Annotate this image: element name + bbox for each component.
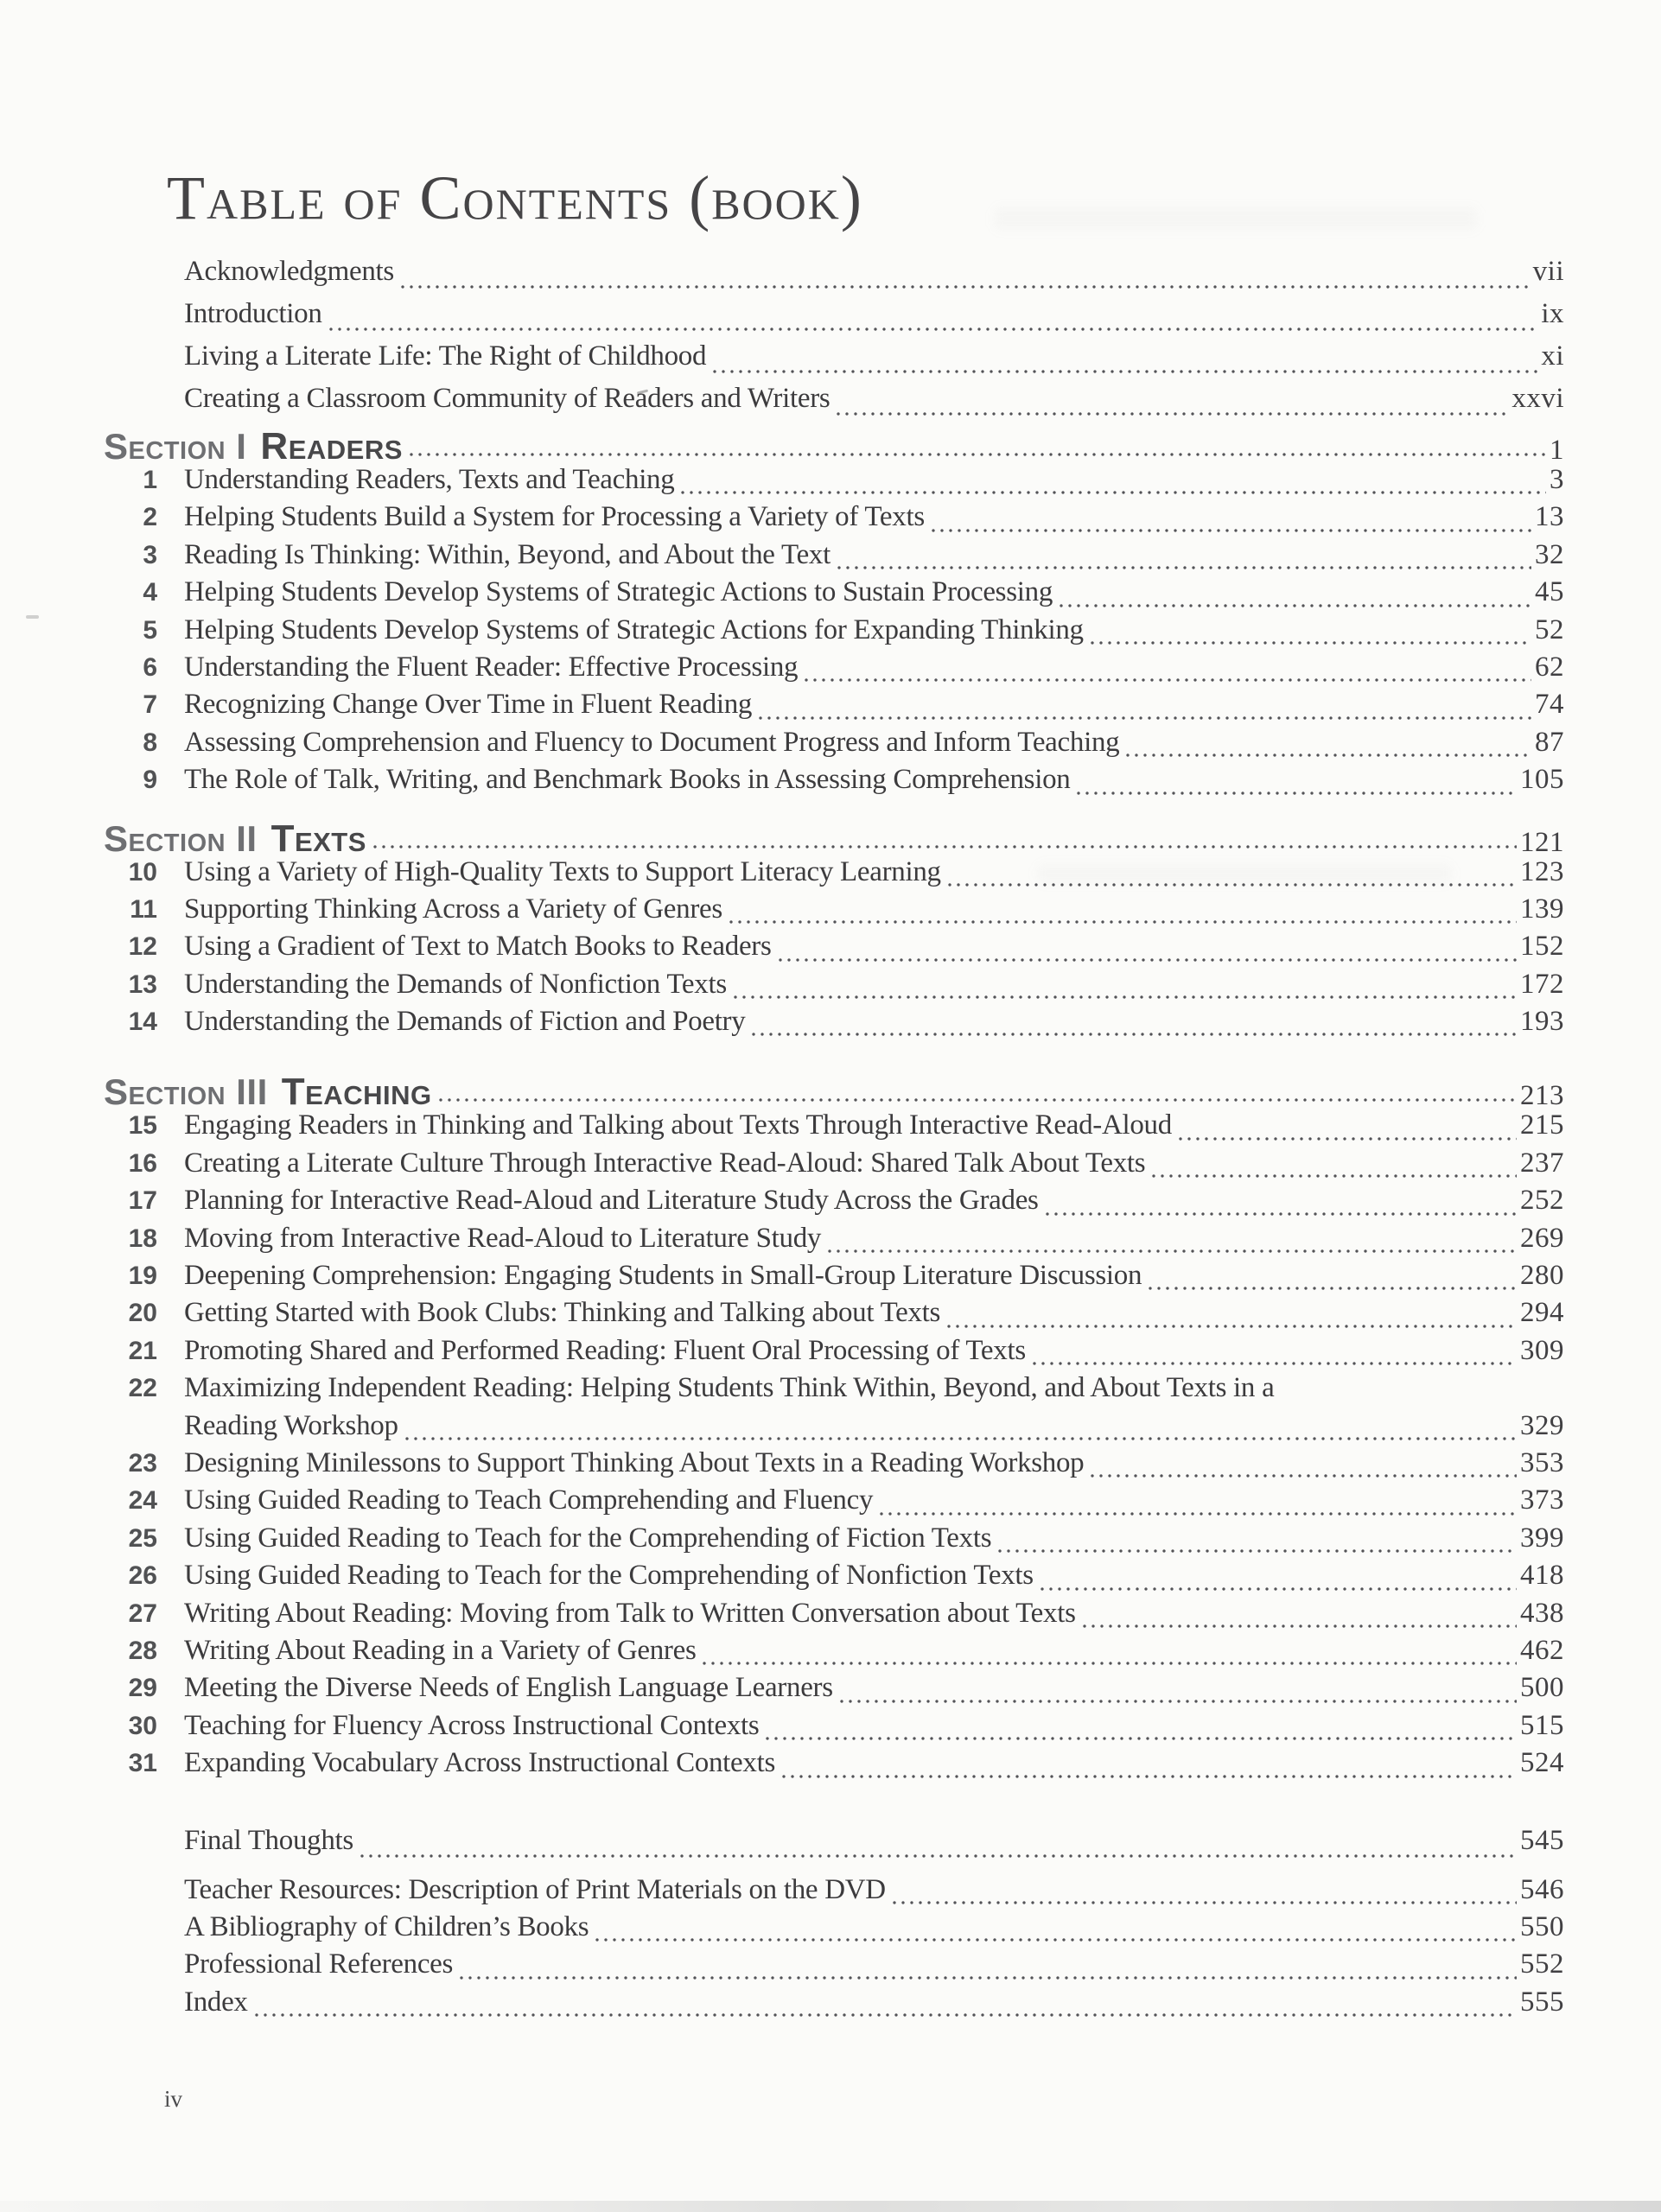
entry-title: Professional References [184,1948,454,1980]
dot-leader [766,1737,1517,1740]
entry-page-number: 123 [1520,855,1564,887]
entry-title: Recognizing Change Over Time in Fluent Reading [184,689,753,721]
entry-page-number: 462 [1520,1634,1564,1666]
entry-page-number: 74 [1535,689,1564,721]
entry-title: Using Guided Reading to Teach for the Comprehending of Nonfiction Texts [184,1560,1034,1592]
chapter-number: 12 [128,932,157,962]
dot-leader [837,412,1508,416]
chapter-number: 1 [143,466,157,494]
entry-page-number: 280 [1520,1260,1564,1292]
entry-page-number: 373 [1520,1484,1564,1516]
chapter-list [104,1109,1564,1784]
chapter-number: 3 [143,540,157,569]
dot-leader [893,1901,1517,1904]
entry-title: The Role of Talk, Writing, and Benchmark Books in Assessing Comprehension [184,764,1071,796]
section-label: Section I [104,426,247,467]
entry-page-number: 418 [1520,1560,1564,1592]
chapter-row [104,1006,1564,1043]
chapter-number: 30 [128,1711,157,1740]
chapter-number: 7 [143,690,157,720]
closing-row [104,1825,1564,1867]
entry-title: Acknowledgments [184,256,394,287]
dot-leader [410,453,1546,456]
chapter-number: 9 [143,766,157,795]
section-header [104,817,1564,860]
page-title: Table of Contents (book) [167,163,863,232]
entry-title: Understanding the Fluent Reader: Effective Processing [184,651,799,683]
chapter-row [104,539,1564,576]
dot-leader [880,1512,1517,1516]
chapter-number: 20 [128,1299,157,1328]
entry-page-number: 329 [1520,1409,1564,1441]
chapter-row [104,1710,1564,1747]
dot-leader [1077,791,1517,795]
dot-leader [1091,641,1531,645]
dot-leader [828,1249,1517,1253]
chapter-row [104,1560,1564,1597]
entry-page-number: 105 [1520,764,1564,796]
entry-page-number: 309 [1520,1334,1564,1366]
dot-leader [805,678,1531,682]
chapter-row [104,1598,1564,1635]
entry-title: Expanding Vocabulary Across Instructional Contexts [184,1747,776,1779]
entry-page-number: 500 [1520,1672,1564,1704]
entry-page-number: xi [1541,340,1564,372]
entry-page-number: 52 [1535,613,1564,645]
dot-leader [1126,753,1531,757]
back-matter-row [104,1874,1564,1911]
entry-page-number: 172 [1520,968,1564,1000]
chapter-row [104,614,1564,652]
chapter-row [104,1109,1564,1147]
front-matter-row [104,298,1564,340]
back-matter-row [104,1948,1564,1986]
entry-page-number: vii [1532,256,1564,287]
chapter-row [104,1335,1564,1372]
entry-title: Assessing Comprehension and Fluency to Document Progress and Inform Teaching [184,726,1120,758]
chapter-number: 22 [128,1374,157,1403]
entry-title: Creating a Literate Culture Through Interactive Read-Aloud: Shared Talk About Texts [184,1147,1146,1179]
section-label: Section II [104,817,258,859]
section-header [104,425,1564,467]
chapter-number: 23 [128,1448,157,1478]
chapter-number: 17 [128,1186,157,1216]
chapter-number: 21 [128,1336,157,1365]
dot-leader [360,1854,1517,1858]
chapter-list [104,464,1564,802]
chapter-row [104,576,1564,613]
chapter-row [104,1747,1564,1784]
chapter-number: 6 [143,652,157,682]
chapter-row [104,764,1564,801]
entry-page-number: 215 [1520,1109,1564,1141]
chapter-number: 11 [130,894,157,924]
dot-leader [998,1549,1517,1553]
dot-leader [703,1662,1517,1665]
entry-page-number: ix [1541,298,1564,329]
entry-page-number: 515 [1520,1709,1564,1741]
chapter-row [104,1372,1564,1409]
entry-title: Teaching for Fluency Across Instructional Contexts [184,1709,760,1741]
entry-title: Helping Students Develop Systems of Strategic Actions for Expanding Thinking [184,613,1084,645]
dot-leader [401,285,1530,289]
entry-title: Final Thoughts [184,1824,353,1856]
dot-leader [948,883,1517,887]
toc-list [104,256,1564,2024]
entry-page-number: 139 [1520,893,1564,925]
chapter-number: 24 [128,1486,157,1516]
entry-page-number: 237 [1520,1147,1564,1179]
dot-leader [681,491,1546,494]
chapter-row [104,1297,1564,1334]
dot-leader [752,1033,1517,1036]
entry-title: Teacher Resources: Description of Print Materials on the DVD [184,1873,886,1905]
entry-page-number: 87 [1535,726,1564,758]
chapter-row [104,1447,1564,1484]
entry-title: Meeting the Diverse Needs of English Language Learners [184,1672,833,1704]
entry-page-number: 3 [1550,464,1564,495]
folio-page-number: iv [164,2086,183,2113]
entry-title: Moving from Interactive Read-Aloud to Literature Study [184,1222,822,1254]
dot-leader [947,1325,1517,1328]
chapter-number: 18 [128,1224,157,1253]
chapter-row [104,689,1564,726]
dot-leader [837,566,1531,569]
chapter-row [104,893,1564,931]
chapter-list [104,856,1564,1044]
entry-page-number: 294 [1520,1297,1564,1329]
front-matter-row [104,340,1564,383]
chapter-row [104,969,1564,1006]
entry-title: Writing About Reading: Moving from Talk to Written Conversation about Texts [184,1597,1076,1629]
dot-leader [373,845,1517,849]
chapter-number: 2 [143,503,157,532]
dot-leader [1179,1137,1517,1141]
chapter-number: 19 [128,1262,157,1291]
chapter-number: 4 [143,578,157,607]
chapter-row [104,1522,1564,1560]
chapter-row [104,1223,1564,1260]
back-matter-row [104,1911,1564,1948]
dot-leader [439,1098,1517,1102]
dot-leader [1046,1212,1517,1216]
entry-page-number: 545 [1520,1824,1564,1856]
entry-page-number: 438 [1520,1597,1564,1629]
section-name: Readers [260,425,403,467]
closing-list [104,1825,1564,1867]
entry-title: Deepening Comprehension: Engaging Students in Small-Group Literature Discussion [184,1260,1142,1292]
front-matter-row [104,383,1564,425]
scan-bleedthrough [994,207,1478,230]
chapter-row [104,652,1564,689]
entry-page-number: 32 [1535,538,1564,570]
section-name: Texts [270,817,366,860]
chapter-number: 5 [143,615,157,645]
chapter-number: 10 [128,857,157,887]
entry-page-number: 353 [1520,1446,1564,1478]
dot-leader [734,995,1517,999]
chapter-number: 16 [128,1148,157,1178]
entry-page-number: 550 [1520,1910,1564,1942]
dot-leader [1083,1624,1517,1628]
entry-title: Index [184,1986,248,2018]
entry-page-number: 546 [1520,1873,1564,1905]
dot-leader [595,1938,1517,1942]
entry-page-number: 193 [1520,1006,1564,1038]
chapter-row [104,727,1564,764]
chapter-row [104,1410,1564,1447]
entry-title: Living a Literate Life: The Right of Childhood [184,340,707,372]
entry-page-number: 62 [1535,651,1564,683]
section-name: Teaching [281,1071,432,1114]
entry-title: Maximizing Independent Reading: Helping Students Think Within, Beyond, and About Texts in a [184,1372,1275,1404]
entry-page-number: xxvi [1511,383,1564,414]
dot-leader [713,370,1537,373]
entry-title: Supporting Thinking Across a Variety of Genres [184,893,722,925]
entry-title: Getting Started with Book Clubs: Thinking and Talking about Texts [184,1297,941,1329]
front-matter-list [104,256,1564,425]
entry-page-number: 13 [1535,501,1564,533]
entry-page-number: 152 [1520,931,1564,963]
dot-leader [329,327,1538,331]
entry-page-number: 552 [1520,1948,1564,1980]
chapter-number: 14 [128,1007,157,1037]
dot-leader [1033,1362,1517,1365]
chapter-number: 13 [128,969,157,999]
entry-title: Understanding the Demands of Fiction and Poetry [184,1006,746,1038]
dot-leader [729,920,1517,924]
dot-leader [1091,1474,1517,1478]
dot-leader [1060,604,1531,607]
dot-leader [255,2013,1517,2017]
entry-title: Writing About Reading in a Variety of Genres [184,1634,697,1666]
dot-leader [1041,1587,1517,1591]
entry-page-number: 269 [1520,1222,1564,1254]
entry-title: Reading Workshop [184,1409,398,1441]
scan-speck [26,615,39,619]
entry-title: Reading Is Thinking: Within, Beyond, and About the Text [184,538,830,570]
entry-title: Using a Gradient of Text to Match Books to Readers [184,931,772,963]
chapter-number: 31 [128,1749,157,1778]
chapter-number: 28 [128,1636,157,1665]
chapter-number: 25 [128,1523,157,1553]
dot-leader [405,1437,1517,1440]
section-page-number: 121 [1520,826,1564,858]
entry-page-number: 252 [1520,1185,1564,1217]
chapter-row [104,501,1564,538]
entry-page-number: 555 [1520,1986,1564,2018]
section-header [104,1071,1564,1114]
entry-title: Planning for Interactive Read-Aloud and Literature Study Across the Grades [184,1185,1039,1217]
dot-leader [1152,1174,1517,1178]
chapter-row [104,1260,1564,1297]
entry-title: Designing Minilessons to Support Thinking About Texts in a Reading Workshop [184,1446,1085,1478]
entry-title: Helping Students Develop Systems of Strategic Actions to Sustain Processing [184,576,1053,608]
section-page-number: 1 [1550,435,1564,466]
entry-title: Understanding Readers, Texts and Teaching [184,464,675,495]
entry-title: Creating a Classroom Community of Readers and Writers [184,383,830,414]
section-page-number: 213 [1520,1080,1564,1112]
chapter-number: 27 [128,1599,157,1628]
entry-title: Using a Variety of High-Quality Texts to Support Literacy Learning [184,855,941,887]
entry-title: Introduction [184,298,322,329]
entry-page-number: 45 [1535,576,1564,608]
dot-leader [782,1775,1517,1778]
chapter-row [104,1635,1564,1672]
entry-title: A Bibliography of Children’s Books [184,1910,589,1942]
scan-edge-artifact [0,2201,1661,2212]
dot-leader [1149,1287,1517,1290]
entry-title: Helping Students Build a System for Processing a Variety of Texts [184,501,925,533]
section-label: Section III [104,1071,268,1113]
chapter-number: 15 [128,1111,157,1141]
chapter-row [104,1185,1564,1222]
front-matter-row [104,256,1564,298]
chapter-number: 29 [128,1674,157,1703]
dot-leader [840,1700,1517,1703]
chapter-row [104,1484,1564,1522]
entry-page-number: 524 [1520,1747,1564,1779]
entry-page-number: 399 [1520,1522,1564,1554]
entry-title: Engaging Readers in Thinking and Talking about Texts Through Interactive Read-Aloud [184,1109,1172,1141]
entry-title: Understanding the Demands of Nonfiction Texts [184,968,727,1000]
entry-title: Using Guided Reading to Teach for the Comprehending of Fiction Texts [184,1522,992,1554]
dot-leader [779,958,1517,962]
back-matter-list [104,1874,1564,2024]
dot-leader [759,716,1531,720]
chapter-number: 8 [143,728,157,757]
dot-leader [932,529,1531,532]
scan-bleedthrough [1037,864,1452,883]
chapter-row [104,1672,1564,1709]
dot-leader [460,1976,1517,1980]
chapter-row [104,1147,1564,1185]
chapter-number: 26 [128,1561,157,1591]
entry-title: Using Guided Reading to Teach Comprehending and Fluency [184,1484,874,1516]
chapter-row [104,464,1564,501]
back-matter-row [104,1986,1564,2024]
entry-title: Promoting Shared and Performed Reading: Fluent Oral Processing of Texts [184,1334,1026,1366]
chapter-row [104,931,1564,968]
